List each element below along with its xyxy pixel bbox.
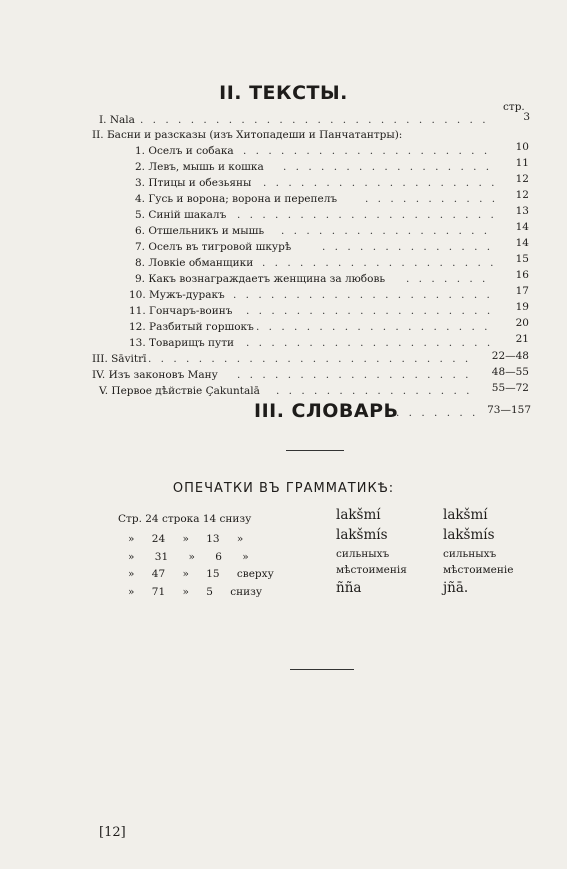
leader-dots: . . . . . . . . . . . . . . xyxy=(322,241,494,253)
toc-entry-page: 12 xyxy=(515,189,529,201)
leader-dots: . . . . . . . . . . . . . . . . . . . . . . . . . . xyxy=(148,353,472,365)
errata-ref xyxy=(118,513,251,525)
errata-right: сильныхъ xyxy=(443,548,497,560)
leader-dots: . . . . . . . . . . . . . . . . . . . xyxy=(263,177,498,189)
toc-entry-page: 21 xyxy=(515,333,529,345)
toc-entry-page: 17 xyxy=(515,285,529,297)
leader-dots: . . . . . . . . . . . . . . . . . . . xyxy=(237,369,472,381)
errata-ref: » 47 » 15 сверху xyxy=(128,568,274,580)
leader-dots: . . . . . . . . . . . . . . . . . . . . . xyxy=(233,289,493,301)
toc-entry-label: 10. Мужъ-дуракъ xyxy=(129,289,225,301)
errata-ref: » 71 » 5 снизу xyxy=(128,586,263,598)
toc-entry-label: 8. Ловкіе обманщики xyxy=(135,257,254,269)
toc-entry-page: 10 xyxy=(515,141,529,153)
errata-wrong: сильныхъ xyxy=(336,548,390,560)
errata-wrong: lakšmís xyxy=(336,527,388,543)
toc-entry-label: II. Басни и разсказы (изъ Хитопадеши и Панчатантры): xyxy=(92,129,403,141)
leader-dots: . . . . . . . xyxy=(396,407,479,419)
leader-dots: . . . . . . . . . . . . . . . . . . . . xyxy=(243,145,491,157)
page-column-label: стр. xyxy=(503,101,525,113)
toc-entry-page: 16 xyxy=(515,269,529,281)
toc-entry-label: III. Sāvitrī xyxy=(92,353,147,365)
toc-entry-label: 12. Разбитый горшокъ xyxy=(129,321,254,333)
leader-dots: . . . . . . . . . . . . . . . . . . . . . . . . . . . . xyxy=(140,114,489,126)
separator-rule xyxy=(290,669,354,670)
leader-dots: . . . . . . . . . . . . . . . . . . . . xyxy=(246,337,494,349)
toc-entry-label: 1. Оселъ и собака xyxy=(135,145,234,157)
toc-entry-label: 3. Птицы и обезьяны xyxy=(135,177,252,189)
errata-ref: » 24 » 13 » xyxy=(128,533,244,545)
toc-entry-page: 12 xyxy=(515,173,529,185)
toc-entry-label: 4. Гусь и ворона; ворона и перепелъ xyxy=(135,193,338,205)
toc-entry-label: 5. Синій шакалъ xyxy=(135,209,227,221)
errata-right: мѣстоименіе xyxy=(443,564,514,576)
errata-wrong: ñña xyxy=(336,580,362,596)
errata-title: ОПЕЧАТКИ ВЪ ГРАММАТИКѢ: xyxy=(172,481,395,496)
toc-entry-page: 15 xyxy=(515,253,529,265)
leader-dots: . . . . . . . . . . . . . . . . . . . . . xyxy=(237,209,497,221)
dictionary-pages: 73—157 xyxy=(487,404,531,416)
leader-dots: . . . . . . . . . . . xyxy=(365,193,499,205)
leader-dots: . . . . . . . xyxy=(406,273,489,285)
page-number: [12] xyxy=(99,825,126,840)
errata-ref-text: Стр. 24 строка 14 снизу xyxy=(118,513,252,525)
errata-wrong: мѣстоименія xyxy=(336,564,407,576)
leader-dots: . . . . . . . . . . . . . . . . . . . xyxy=(262,257,497,269)
toc-entry-label: IV. Изъ законовъ Ману xyxy=(92,369,218,381)
toc-entry-page: 11 xyxy=(515,157,529,169)
toc-entry-label: 9. Какъ вознаграждаетъ женщина за любовь xyxy=(135,273,386,285)
toc-entry-page: 48—55 xyxy=(491,366,529,378)
leader-dots: . . . . . . . . . . . . . . . . . xyxy=(281,225,491,237)
section-title-texts: II. ТЕКСТЫ. xyxy=(219,82,348,104)
toc-entry-label: 13. Товарищъ пути xyxy=(129,337,235,349)
errata-ref: » 31 » 6 » xyxy=(128,551,249,563)
toc-entry-page: 19 xyxy=(515,301,529,313)
toc-entry-label: 11. Гончаръ-воинъ xyxy=(129,305,233,317)
section-title-dictionary: III. СЛОВАРЬ xyxy=(254,400,399,422)
errata-right: jñā. xyxy=(443,580,469,596)
toc-entry-page: 55—72 xyxy=(491,382,529,394)
leader-dots: . . . . . . . . . . . . . . . . xyxy=(276,385,473,397)
toc-entry-label: 7. Оселъ въ тигровой шкурѣ xyxy=(135,241,292,253)
leader-dots: . . . . . . . . . . . . . . . . . xyxy=(283,161,493,173)
toc-entry-page: 14 xyxy=(515,237,529,249)
toc-entry-page: 14 xyxy=(515,221,529,233)
leader-dots: . . . . . . . . . . . . . . . . . . . . xyxy=(246,305,494,317)
toc-entry-label: I. Nala xyxy=(99,114,135,126)
separator-rule xyxy=(286,450,344,451)
leader-dots: . . . . . . . . . . . . . . . . . . . xyxy=(256,321,491,333)
errata-right: lakšmí xyxy=(443,507,488,523)
toc-entry-page: 22—48 xyxy=(491,350,529,362)
toc-entry-label: 2. Левъ, мышь и кошка xyxy=(135,161,264,173)
toc-entry-label: V. Первое дѣйствіе Çakuntalā xyxy=(99,385,260,397)
toc-entry-page: 13 xyxy=(515,205,529,217)
toc-entry-page: 3 xyxy=(523,111,530,123)
toc-entry-label: 6. Отшельникъ и мышь xyxy=(135,225,265,237)
toc-entry-page: 20 xyxy=(515,317,529,329)
errata-wrong: lakšmí xyxy=(336,507,381,523)
errata-right: lakšmís xyxy=(443,527,495,543)
